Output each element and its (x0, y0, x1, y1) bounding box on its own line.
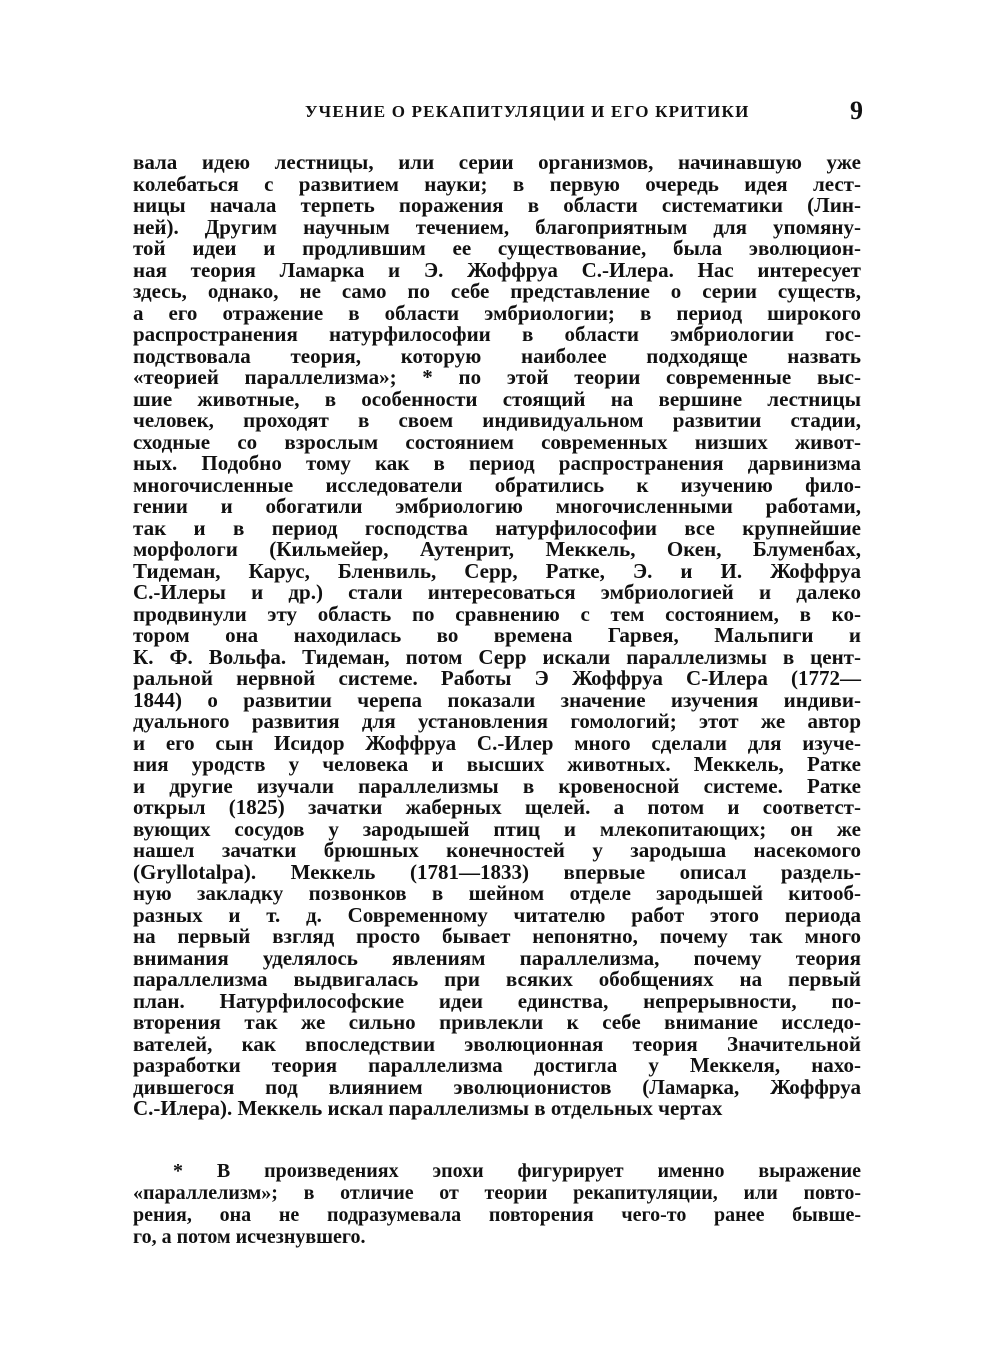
text-line: продвинули эту область по сравнению с тем состоянием, в ко- (133, 601, 861, 626)
text-line: вала идею лестницы, или серии организмов, начинавшую уже (133, 150, 861, 174)
text-line: и его сын Исидор Жоффруа С.-Илер много сделали для изуче- (133, 730, 861, 755)
text-line: здесь, однако, не само по себе представление о серии существ, (133, 279, 861, 303)
page-number: 9 (850, 96, 863, 125)
text-line: 1844) о развитии черепа показали значение изучения индиви- (133, 687, 861, 712)
text-line: С.-Илера). Меккель искал параллелизмы в отдельных чертах (133, 1096, 723, 1120)
page-header (135, 96, 865, 132)
text-line: а его отражение в области эмбриологии; в период широкого (133, 300, 861, 325)
text-line: Тидеман, Карус, Бленвиль, Серр, Ратке, Э. и И. Жоффруа (133, 558, 861, 583)
text-line: ния уродств у человека и высших животных. Меккель, Ратке (133, 752, 861, 776)
text-line: ней). Другим научным течением, благоприятным для упомяну- (133, 214, 861, 239)
text-line: вателей, как впоследствии эволюционная теория Значительной (133, 1031, 861, 1056)
text-line: ницы начала терпеть поражения в области систематики (Лин- (133, 193, 861, 217)
text-line: морфологи (Кильмейер, Аутенрит, Меккель, Окен, Блуменбах, (133, 537, 861, 561)
text-line: разных и т. д. Современному читателю работ этого периода (133, 902, 861, 927)
text-line: нашел зачатки брюшных конечностей у зародыша насекомого (133, 838, 861, 862)
text-line: параллелизма выдвигалась при всяких обобщениях на первый (133, 967, 861, 991)
text-line: той идеи и продлившим ее существование, была эволюцион- (133, 236, 861, 260)
footnote-line: го, а потом исчезнувшего. (133, 1226, 366, 1248)
text-line: вующих сосудов у зародышей птиц и млекопитающих; он же (133, 816, 861, 841)
text-line: сходные со взрослым состоянием современных низших живот- (133, 429, 861, 454)
text-line: многочисленные исследователи обратились к изучению фило- (133, 472, 861, 497)
text-line: дившегося под влиянием эволюционистов (Ламарка, Жоффруа (133, 1074, 861, 1099)
text-line: С.-Илеры и др.) стали интересоваться эмбриологией и далеко (133, 580, 861, 604)
footnote-line: * В произведениях эпохи фигурирует именно выражение (173, 1160, 861, 1182)
text-line: так и в период господства натурфилософии все крупнейшие (133, 515, 861, 540)
text-line: и другие изучали параллелизмы в кровеносной системе. Ратке (133, 773, 861, 798)
footnote-line: «параллелизм»; в отличие от теории рекапитуляции, или повто- (133, 1182, 861, 1204)
text-line: тором она находилась во времена Гарвея, Мальпиги и (133, 623, 861, 647)
footnote (133, 1160, 861, 1248)
text-line: на первый взгляд просто бывает непонятно, почему так много (133, 924, 861, 948)
text-line: открыл (1825) зачатки жаберных щелей. а потом и соответст- (133, 795, 861, 819)
text-line: шие животные, в особенности стоящий на вершине лестницы (133, 386, 861, 411)
text-line: человек, проходят в своем индивидуальном развитии стадии, (133, 408, 861, 432)
text-line: план. Натурфилософские идеи единства, непрерывности, по- (133, 988, 861, 1013)
text-line: гении и обогатили эмбриологию многочисленными работами, (133, 494, 861, 518)
text-line: колебаться с развитием науки; в первую очередь идея лест- (133, 171, 861, 196)
text-line: распространения натурфилософии в области эмбриологии гос- (133, 322, 861, 346)
text-line: разработки теория параллелизма достигла у Меккеля, нахо- (133, 1053, 861, 1077)
text-line: ральной нервной системе. Работы Э Жоффруа С-Илера (1772— (133, 666, 861, 690)
text-line: ных. Подобно тому как в период распространения дарвинизма (133, 451, 861, 475)
text-line: внимания уделялось явлениям параллелизма, почему теория (133, 945, 861, 970)
text-line: К. Ф. Вольфа. Тидеман, потом Серр искали параллелизмы в цент- (133, 644, 861, 669)
footnote-line: рения, она не подразумевала повторения чего-то ранее бывше- (133, 1204, 861, 1226)
text-line: дуального развития для установления гомологий; этот же автор (133, 709, 861, 733)
text-line: ную закладку позвонков в шейном отделе зародышей китооб- (133, 881, 861, 905)
main-text (133, 152, 861, 1120)
text-line: ная теория Ламарка и Э. Жоффруа С.-Илера. Нас интересует (133, 257, 861, 282)
text-line: подствовала теория, которую наиболее подходяще назвать (133, 343, 861, 368)
text-line: (Gryllotalpa). Меккель (1781—1833) впервые описал раздель- (133, 859, 861, 884)
running-title: УЧЕНИЕ О РЕКАПИТУЛЯЦИИ И ЕГО КРИТИКИ (305, 102, 750, 121)
text-line: вторения так же сильно привлекли к себе внимание исследо- (133, 1010, 861, 1034)
text-line: «теорией параллелизма»; * по этой теории современные выс- (133, 365, 861, 389)
